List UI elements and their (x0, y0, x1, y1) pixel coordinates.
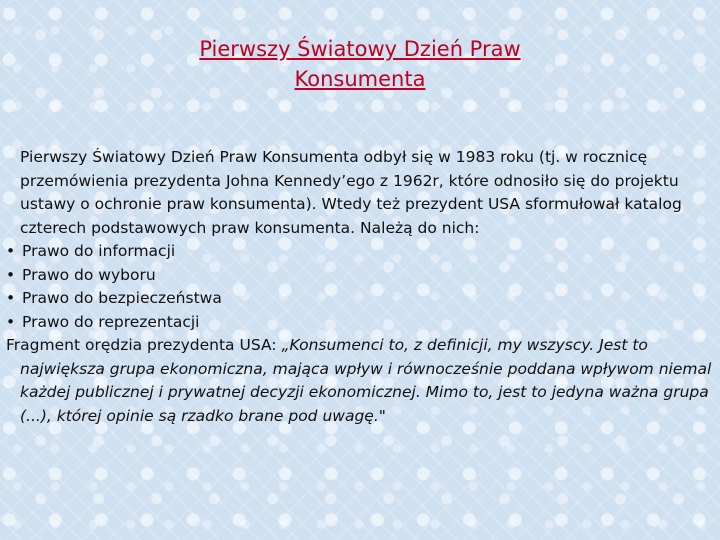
list-item (6, 311, 712, 335)
bullet-icon: • (6, 312, 16, 331)
bullet-icon: • (6, 242, 16, 260)
list-item (6, 264, 712, 288)
right-information: Prawo do informacji (22, 242, 176, 260)
slide-body (6, 146, 712, 428)
list-item (6, 287, 712, 311)
list-item (6, 240, 712, 264)
bullet-icon: • (6, 289, 16, 307)
right-representation: Prawo do reprezentacji (22, 312, 200, 331)
slide-title (60, 34, 660, 94)
slide-title-line-1: Pierwszy Światowy Dzień Praw (199, 37, 521, 61)
slide-title-line-2: Konsumenta (294, 67, 426, 91)
quote-paragraph (6, 334, 712, 428)
quote-intro: Fragment orędzia prezydenta USA: (6, 336, 282, 354)
right-choice: Prawo do wyboru (22, 265, 156, 284)
bullet-icon: • (6, 265, 16, 284)
quote-text: „Konsumenci to, z definicji, my wszyscy. Jest to największa grupa ekonomiczna, mająca wpływ i równocześnie poddana wpływom niemal każdej publicznej i prywatnej decyzji ekonomicznej. Mimo to, jest to jedyna ważna grupa (...), której opinie są rzadko brane pod uwagę." (20, 336, 712, 425)
intro-paragraph: Pierwszy Światowy Dzień Praw Konsumenta odbył się w 1983 roku (tj. w rocznicę przemówienia prezydenta Johna Kennedy’ego z 1962r, które odnosiło się do projektu ustawy o ochronie praw konsumenta). Wtedy też prezydent USA sformułował katalog czterech podstawowych praw konsumenta. Należą do nich: (20, 148, 682, 237)
right-safety: Prawo do bezpieczeństwa (22, 289, 222, 307)
